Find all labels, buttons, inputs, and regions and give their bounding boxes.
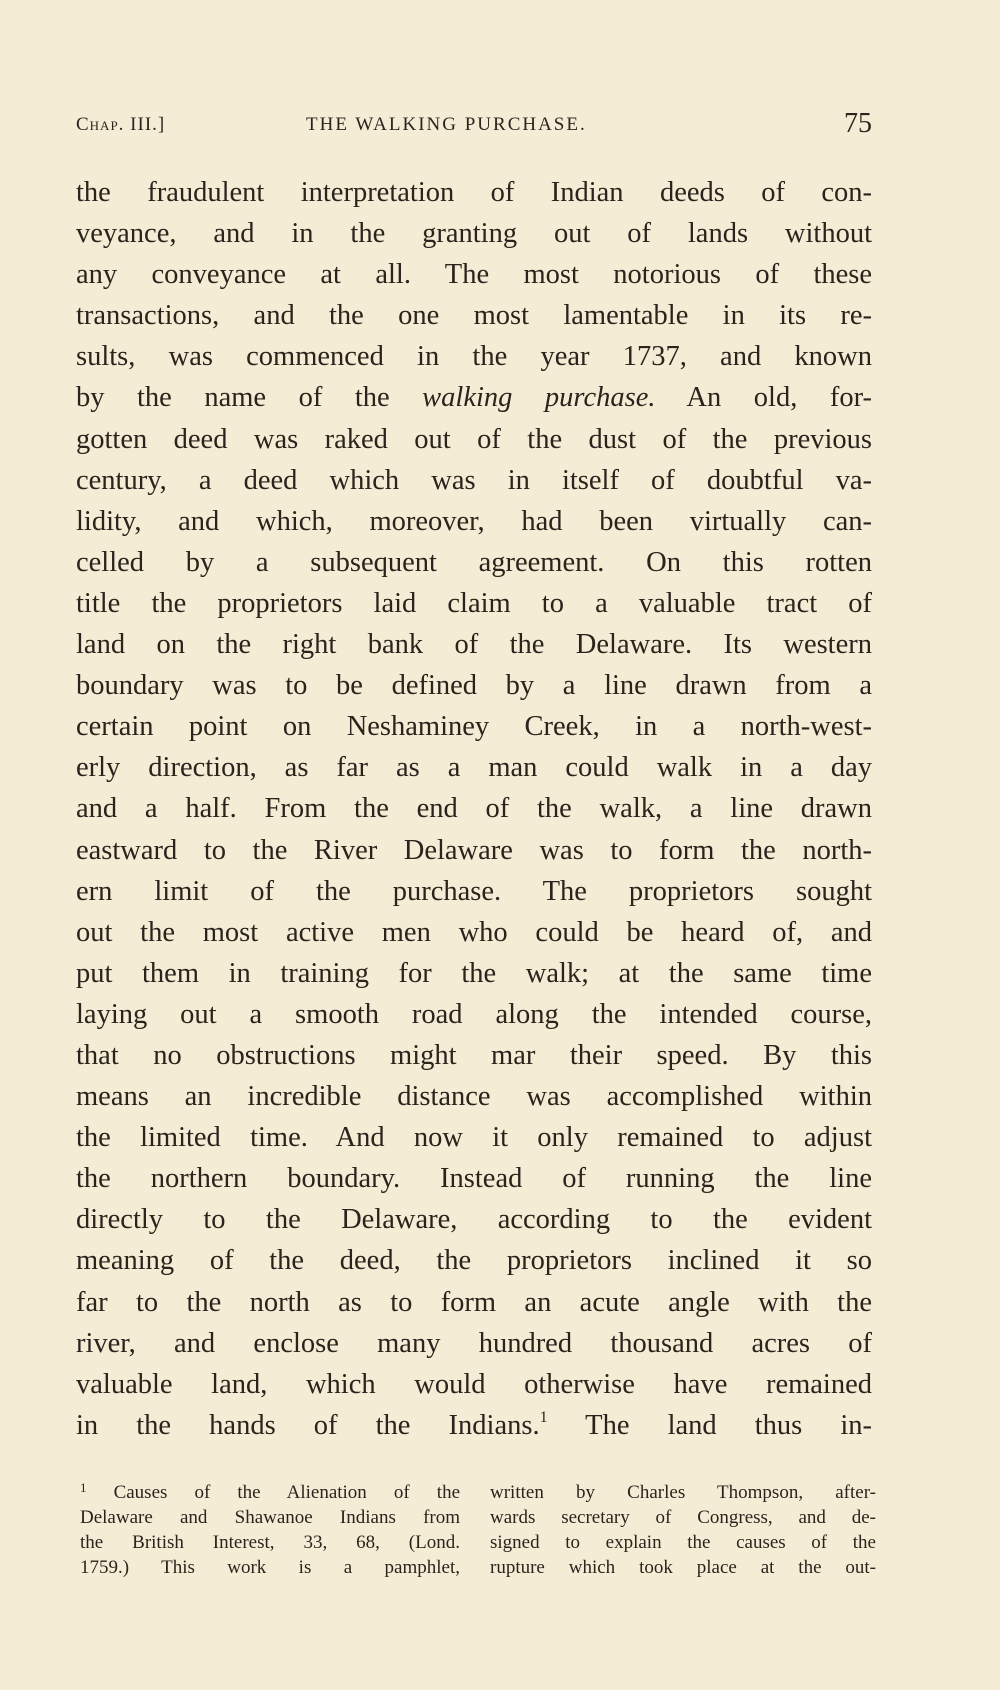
text-line: put them in training for the walk; at the same time (76, 957, 872, 989)
footnote-line: wards secretary of Congress, and de- (490, 1507, 876, 1528)
italic-term: walking purchase. (422, 382, 656, 414)
text-line: the fraudulent interpretation of Indian deeds of con- (76, 177, 872, 208)
text-line: directly to the Delaware, according to the evident (76, 1204, 872, 1236)
running-header (76, 108, 872, 148)
text-line: celled by a subsequent agreement. On this rotten (76, 546, 872, 578)
text-line: any conveyance at all. The most notorious of these (76, 259, 872, 291)
text-line: gotten deed was raked out of the dust of the previous (76, 423, 872, 455)
footnote-line: Delaware and Shawanoe Indians from (80, 1507, 460, 1528)
footnote-column-right (490, 1480, 876, 1580)
text-line (76, 377, 872, 418)
text-line (76, 1405, 872, 1446)
chapter-label: Chap. III.] (76, 114, 166, 135)
footnote-line: written by Charles Thompson, after- (490, 1482, 876, 1503)
text-line: and a half. From the end of the walk, a line drawn (76, 793, 872, 825)
footnote-line: rupture which took place at the out- (490, 1557, 876, 1578)
text-line: certain point on Neshaminey Creek, in a north-west- (76, 711, 872, 743)
text-line: lidity, and which, moreover, had been virtually can- (76, 505, 872, 537)
running-title: THE WALKING PURCHASE. (306, 114, 587, 135)
text-line: far to the north as to form an acute angle with the (76, 1286, 872, 1318)
text-line: title the proprietors laid claim to a valuable tract of (76, 587, 872, 619)
text-line: the limited time. And now it only remained to adjust (76, 1122, 872, 1154)
footnote-column-left (80, 1480, 460, 1580)
text-line: out the most active men who could be heard of, and (76, 916, 872, 948)
footnote-line (80, 1480, 460, 1505)
body-text (76, 172, 872, 1446)
text-line: means an incredible distance was accomplished within (76, 1081, 872, 1113)
page-number: 75 (844, 108, 872, 139)
text-line: laying out a smooth road along the intended course, (76, 998, 872, 1030)
text-line: land on the right bank of the Delaware. Its western (76, 629, 872, 661)
text-line: the northern boundary. Instead of running the line (76, 1163, 872, 1195)
text-line: river, and enclose many hundred thousand acres of (76, 1327, 872, 1359)
footnote-marker: 1 (80, 1480, 87, 1495)
footnote-line: 1759.) This work is a pamphlet, (80, 1557, 460, 1578)
text-line: veyance, and in the granting out of lands without (76, 218, 872, 250)
text-line: ern limit of the purchase. The proprietors sought (76, 875, 872, 907)
footnote-line: signed to explain the causes of the (490, 1532, 876, 1553)
text-line: sults, was commenced in the year 1737, and known (76, 341, 872, 373)
text-line: eastward to the River Delaware was to form the north- (76, 834, 872, 866)
footnote-reference: 1 (539, 1408, 548, 1426)
text-line: valuable land, which would otherwise have remained (76, 1368, 872, 1400)
text-line: meaning of the deed, the proprietors inclined it so (76, 1245, 872, 1277)
text-line: transactions, and the one most lamentable in its re- (76, 300, 872, 332)
text-line: erly direction, as far as a man could walk in a day (76, 752, 872, 784)
text-segment: by the name of the (76, 382, 423, 414)
text-line: century, a deed which was in itself of doubtful va- (76, 464, 872, 496)
text-line: that no obstructions might mar their speed. By this (76, 1039, 872, 1071)
text-line: boundary was to be defined by a line drawn from a (76, 670, 872, 702)
text-segment: in the hands of the Indians. (76, 1409, 540, 1441)
text-segment: The land thus in- (547, 1409, 873, 1441)
text-segment: Causes of the Alienation of the (86, 1482, 460, 1503)
text-segment: An old, for- (655, 382, 872, 414)
footnote-line: the British Interest, 33, 68, (Lond. (80, 1532, 460, 1553)
